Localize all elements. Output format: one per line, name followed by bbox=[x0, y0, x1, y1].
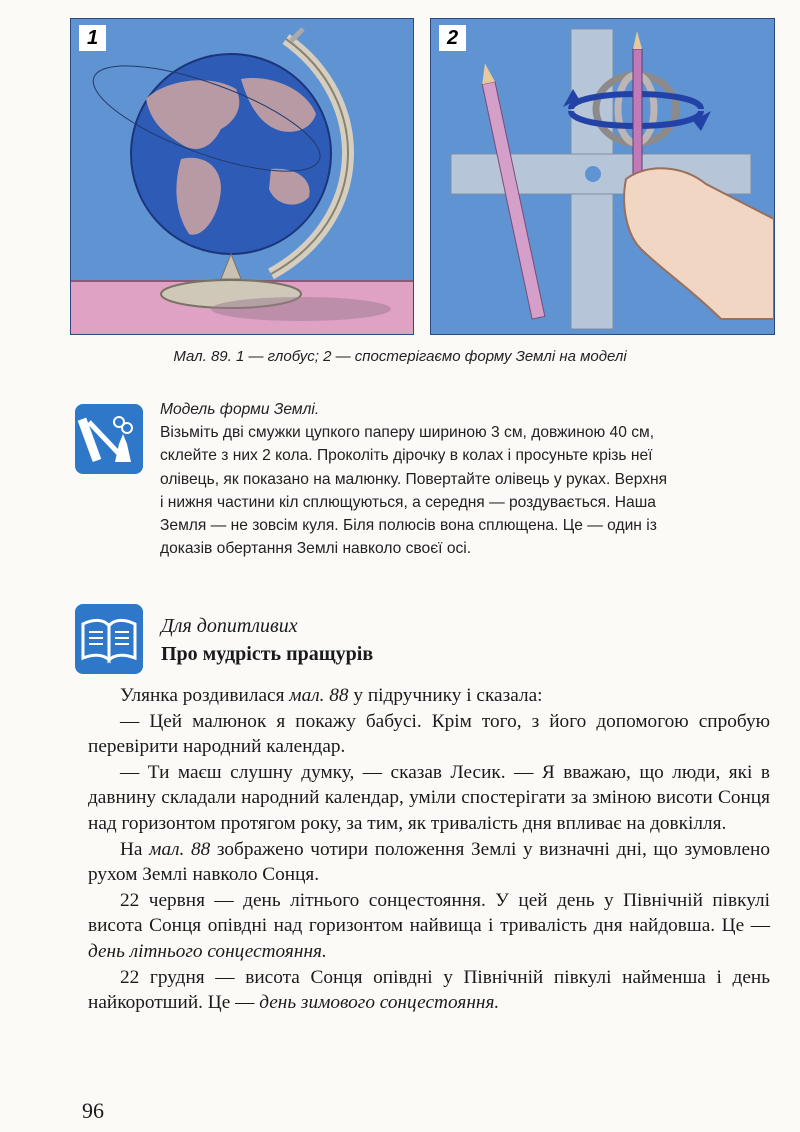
section-label: Для допитливих bbox=[161, 615, 298, 637]
paper-model-illustration bbox=[431, 19, 774, 334]
paragraph: — Цей малюнок я покажу бабусі. Крім того, з його допомогою спробую перевірити народний календар. bbox=[88, 710, 770, 758]
paragraph: Улянка роздивилася мал. 88 у підручнику і сказала: bbox=[120, 685, 543, 706]
model-line: Земля — не зовсім куля. Біля полюсів вона сплющена. Це — один із bbox=[160, 517, 657, 535]
paragraph: 22 червня — день літнього сонцестояння. У цей день у Північній півкулі висота Сонця опівдні над горизонтом найвища і тривалість дня найдовша. Це — день літнього сонцестояння. bbox=[88, 889, 770, 962]
section-title: Про мудрість пращурів bbox=[161, 643, 374, 665]
model-line: доказів обертання Землі навколо своєї осі. bbox=[160, 540, 472, 558]
model-line: склейте з них 2 кола. Проколіть дірочку в колах і просуньте крізь неї bbox=[160, 447, 653, 465]
figure-number: 1 bbox=[79, 25, 106, 51]
model-line: олівець, як показано на малюнку. Повертайте олівець у руках. Верхня bbox=[160, 470, 668, 488]
body-text bbox=[88, 683, 770, 1016]
figure-earth-model bbox=[430, 18, 775, 335]
open-book-icon bbox=[75, 604, 143, 674]
page-number: 96 bbox=[82, 1098, 104, 1123]
paragraph: На мал. 88 зображено чотири положення Землі у визначні дні, що зумовлено рухом Землі навколо Сонця. bbox=[88, 838, 770, 886]
figure-globe bbox=[70, 18, 414, 335]
model-instructions bbox=[160, 398, 770, 560]
figure-caption: Мал. 89. 1 — глобус; 2 — спостерігаємо форму Землі на моделі bbox=[173, 348, 627, 365]
figure-number: 2 bbox=[439, 25, 466, 51]
paragraph: — Ти маєш слушну думку, — сказав Лесик. — Я вважаю, що люди, які в давнину складали народний календар, уміли спостерігати за зміною висоти Сонця над горизонтом протягом року, за тим, як тривалість дня впливає на довкілля. bbox=[88, 761, 770, 834]
paragraph: 22 грудня — висота Сонця опівдні у Північній півкулі найменша і день найкоротший. Це — день зимового сонцестояння. bbox=[88, 966, 770, 1014]
model-title: Модель форми Землі. bbox=[160, 401, 320, 418]
ruler-scissors-icon bbox=[75, 404, 143, 474]
model-line: Візьміть дві смужки цупкого паперу шириною 3 см, довжиною 40 см, bbox=[160, 424, 655, 442]
globe-illustration bbox=[71, 19, 413, 334]
model-line: і нижня частини кіл сплющуються, а середня — роздувається. Наша bbox=[160, 493, 656, 511]
